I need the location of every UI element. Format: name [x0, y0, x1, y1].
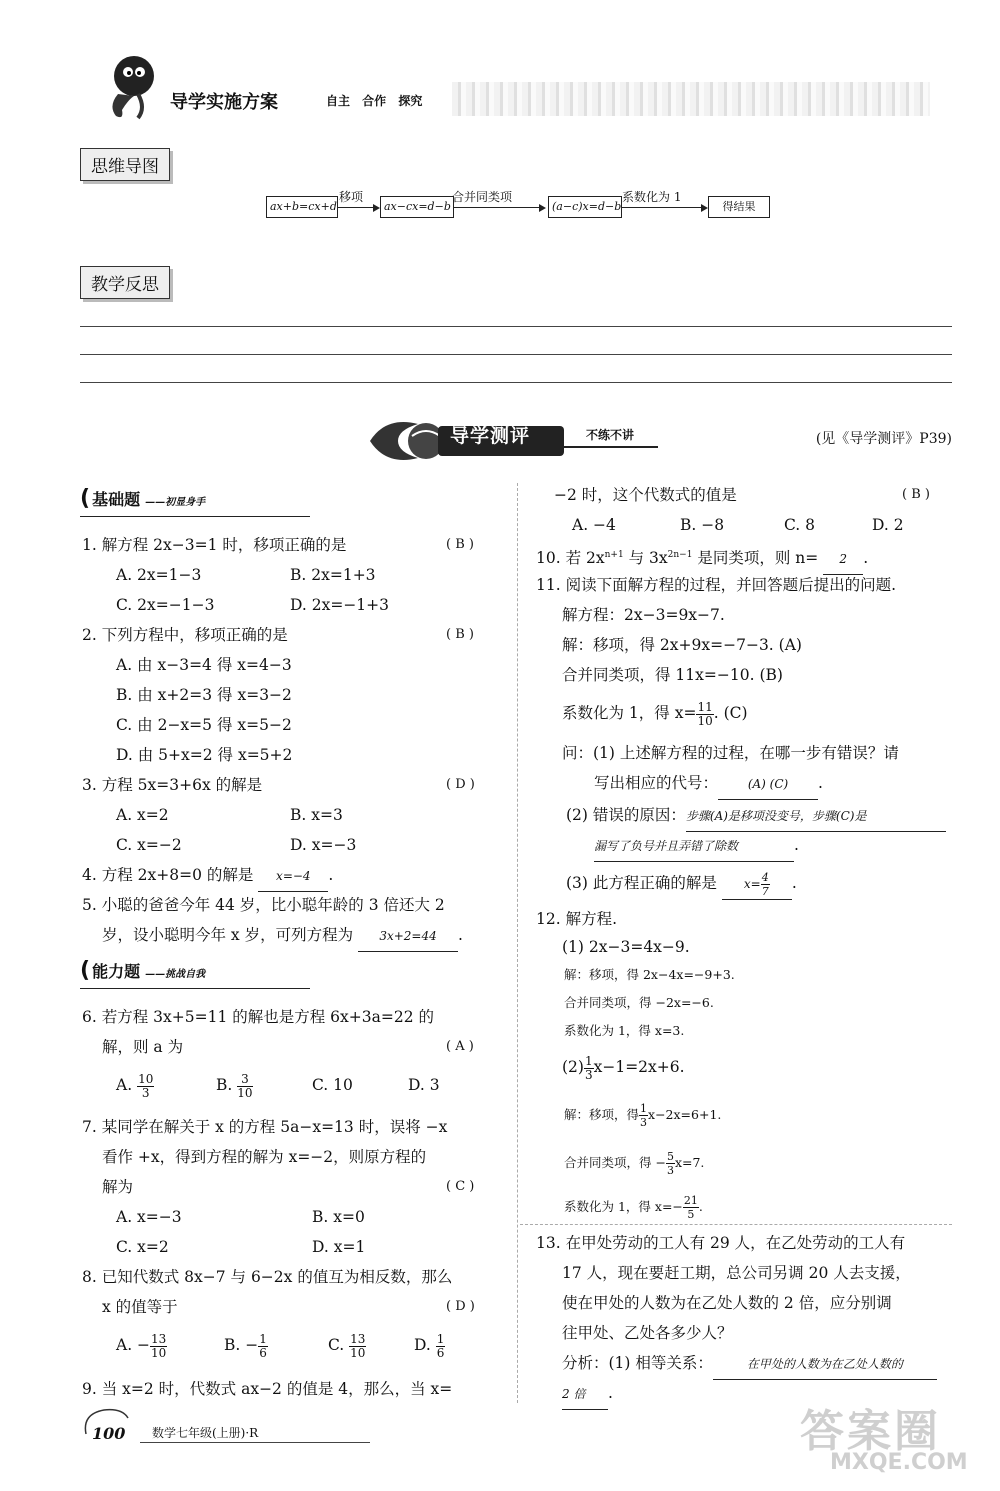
q11-question-2: (2) 错误的原因：步骤(A)是移项没变号，步骤(C)是	[566, 800, 946, 832]
q6-option-a: A. $\frac{10}{3}$	[116, 1071, 154, 1100]
q12-title: 12. 解方程.	[536, 910, 618, 928]
reflection-label: 教学反思	[80, 266, 170, 299]
mindmap-box-3: (a−c)x=d−b	[548, 196, 622, 218]
arrow-label-1: 移项	[339, 190, 364, 204]
q4-blank: x=−4	[258, 861, 328, 892]
q8-option-c: C. $\frac{13}{10}$	[328, 1331, 366, 1360]
q13-divider	[520, 1224, 952, 1225]
q1-option-b: B. 2x=1+3	[290, 566, 376, 584]
q11-blank-3: x= $\frac{4}{7}$	[722, 869, 792, 900]
arrow-2	[454, 207, 544, 208]
arrow-1	[338, 207, 378, 208]
q7-line-1: 7. 某同学在解关于 x 的方程 5a−x=13 时，误将 −x	[82, 1118, 448, 1136]
page-number: 100	[92, 1424, 126, 1443]
arrow-3	[622, 207, 706, 208]
q3-answer: ( D )	[446, 777, 475, 792]
q13-line-1: 13. 在甲处劳动的工人有 29 人，在乙处劳动的工人有	[536, 1234, 906, 1252]
q12-part-2: (2) $\frac{1}{3}$ x−1=2x+6.	[562, 1053, 685, 1082]
q11-question-2b: 漏写了负号并且弄错了除数 .	[594, 830, 799, 862]
arrow-label-3: 系数化为 1	[622, 190, 682, 204]
q5-line-2: 岁，设小聪明今年 x 岁，可列方程为 3x+2=44 .	[102, 920, 463, 952]
q12-step-4: 解：移项，得 $\frac{1}{3}$ x−2x=6+1.	[564, 1102, 722, 1129]
header-title: 导学实施方案	[170, 92, 278, 113]
q10-blank: 2	[823, 544, 863, 575]
section-basic-tag: ——初显身手	[145, 497, 206, 508]
q9-option-d: D. 2	[872, 516, 904, 534]
footer-rule	[140, 1442, 370, 1443]
q11-line-2: 解方程：2x−3=9x−7.	[562, 606, 725, 624]
q11-blank-2a: 步骤(A)是移项没变号，步骤(C)是	[686, 801, 946, 832]
q13-blank-1: 在甲处的人数为在乙处人数的	[713, 1349, 937, 1380]
q8-option-a: A. − $\frac{13}{10}$	[116, 1331, 167, 1360]
q2-option-a: A. 由 x−3=4 得 x=4−3	[116, 656, 292, 674]
q3-option-b: B. x=3	[290, 806, 343, 824]
q1-option-c: C. 2x=−1−3	[116, 596, 215, 614]
section-ability-tag: ——挑战自我	[145, 969, 206, 980]
column-divider	[517, 483, 518, 1403]
header-decoration	[452, 82, 930, 116]
q3-option-d: D. x=−3	[290, 836, 357, 854]
q11-question-1a: 问：(1) 上述解方程的过程，在哪一步有错误？请	[562, 744, 899, 762]
q11-blank-1: (A) (C)	[718, 769, 818, 800]
q2-option-c: C. 由 2−x=5 得 x=5−2	[116, 716, 292, 734]
q7-option-b: B. x=0	[312, 1208, 365, 1226]
q1-answer: ( B )	[446, 537, 474, 552]
q6-answer: ( A )	[446, 1039, 474, 1054]
q12-step-5: 合并同类项，得 − $\frac{5}{3}$ x=7.	[564, 1150, 705, 1177]
q1-option-a: A. 2x=1−3	[116, 566, 202, 584]
q11-question-1b: 写出相应的代号： (A) (C) .	[594, 768, 823, 800]
banner-title: 导学测评	[450, 425, 531, 447]
q6-line-1: 6. 若方程 3x+5=11 的解也是方程 6x+3a=22 的	[82, 1008, 434, 1026]
q6-option-d: D. 3	[408, 1076, 440, 1094]
q7-line-3: 解为	[102, 1178, 134, 1196]
mascot-logo	[98, 50, 164, 122]
q8-line-2: x 的值等于	[102, 1298, 178, 1316]
q9-line-2: −2 时，这个代数式的值是	[554, 486, 737, 504]
q2-stem: 2. 下列方程中，移项正确的是	[82, 626, 288, 644]
arrow-label-2: 合并同类项	[452, 190, 513, 204]
q11-blank-2b: 漏写了负号并且弄错了除数	[594, 831, 794, 862]
q8-answer: ( D )	[446, 1299, 475, 1314]
section-ability-title: 能力题	[92, 962, 141, 981]
q9-option-c: C. 8	[784, 516, 816, 534]
banner-tag: 不练不讲	[586, 428, 635, 442]
reference-text: (见《导学测评》P39)	[815, 431, 952, 447]
q9-line-1: 9. 当 x=2 时，代数式 ax−2 的值是 4，那么，当 x=	[82, 1380, 453, 1398]
reflection-line-3	[80, 382, 952, 383]
q13-blank-2: 2 倍	[562, 1379, 608, 1410]
q2-answer: ( B )	[446, 627, 474, 642]
q12-step-3: 系数化为 1，得 x=3.	[564, 1023, 685, 1038]
mindmap-label: 思维导图	[80, 148, 170, 181]
q7-answer: ( C )	[446, 1179, 475, 1194]
q7-option-d: D. x=1	[312, 1238, 366, 1256]
section-basic-header: ( 基础题 ——初显身手	[80, 486, 310, 517]
q3-option-c: C. x=−2	[116, 836, 182, 854]
q8-line-1: 8. 已知代数式 8x−7 与 6−2x 的值互为相反数，那么	[82, 1268, 453, 1286]
q13-line-6: 2 倍 .	[562, 1378, 613, 1410]
q8-option-b: B. − $\frac{1}{6}$	[224, 1331, 267, 1360]
q9-option-a: A. −4	[572, 516, 616, 534]
q2-option-b: B. 由 x+2=3 得 x=3−2	[116, 686, 292, 704]
q1-stem: 1. 解方程 2x−3=1 时，移项正确的是	[82, 536, 347, 554]
q13-line-5: 分析：(1) 相等关系： 在甲处的人数为在乙处人数的	[562, 1348, 937, 1380]
reflection-line-2	[80, 354, 952, 355]
mindmap-box-4: 得结果	[708, 196, 770, 218]
q11-question-3: (3) 此方程正确的解是 x= $\frac{4}{7}$ .	[566, 871, 797, 898]
q7-line-2: 看作 +x，得到方程的解为 x=−2，则原方程的	[102, 1148, 427, 1166]
q3-stem: 3. 方程 5x=3+6x 的解是	[82, 776, 263, 794]
section-basic-title: 基础题	[92, 490, 141, 509]
q12-step-6: 系数化为 1，得 x=− $\frac{21}{5}$ .	[564, 1194, 703, 1221]
q1-option-d: D. 2x=−1+3	[290, 596, 390, 614]
q12-step-2: 合并同类项，得 −2x=−6.	[564, 995, 714, 1010]
q11-line-5: 系数化为 1，得 x= $\frac{11}{10}$ . (C)	[562, 699, 748, 728]
q9-option-b: B. −8	[680, 516, 725, 534]
q13-line-2: 17 人，现在要赶工期，总公司另调 20 人去支援，	[562, 1264, 911, 1282]
header-subtitle: 自主 合作 探究	[326, 94, 423, 108]
reflection-line-1	[80, 326, 952, 327]
watermark-logo: 答案圈	[800, 1406, 941, 1457]
q13-line-4: 往甲处、乙处各多少人？	[562, 1324, 733, 1342]
mindmap-box-2: ax−cx=d−b	[380, 196, 454, 218]
q2-option-d: D. 由 5+x=2 得 x=5+2	[116, 746, 293, 764]
q9-answer: ( B )	[902, 487, 930, 502]
q7-option-c: C. x=2	[116, 1238, 169, 1256]
watermark-url: MXQE.COM	[830, 1450, 968, 1475]
q6-line-2: 解，则 a 为	[102, 1038, 184, 1056]
mindmap-box-1: ax+b=cx+d	[266, 196, 338, 218]
q5-blank: 3x+2=44	[358, 921, 458, 952]
q11-line-3: 解：移项，得 2x+9x=−7−3. (A)	[562, 636, 802, 654]
q10-line: 10. 若 $2x^{n+1}$ 与 $3x^{2n-1}$ 是同类项，则 n= 2 .	[536, 540, 868, 575]
q13-line-3: 使在甲处的人数为在乙处人数的 2 倍，应分别调	[562, 1294, 892, 1312]
q11-line-1: 11. 阅读下面解方程的过程，并回答题后提出的问题.	[536, 576, 897, 594]
section-ability-header: ( 能力题 ——挑战自我	[80, 958, 310, 989]
q12-part-1: (1) 2x−3=4x−9.	[562, 938, 690, 956]
q3-option-a: A. x=2	[116, 806, 169, 824]
footer-text: 数学七年级(上册)·R	[152, 1426, 259, 1440]
q4-stem: 4. 方程 2x+8=0 的解是 x=−4 .	[82, 860, 333, 892]
q6-option-c: C. 10	[312, 1076, 353, 1094]
q5-line-1: 5. 小聪的爸爸今年 44 岁，比小聪年龄的 3 倍还大 2	[82, 896, 445, 914]
q12-step-1: 解：移项，得 2x−4x=−9+3.	[564, 967, 735, 982]
q8-option-d: D. $\frac{1}{6}$	[414, 1331, 445, 1360]
q6-option-b: B. $\frac{3}{10}$	[216, 1071, 253, 1100]
q11-line-4: 合并同类项，得 11x=−10. (B)	[562, 666, 783, 684]
q7-option-a: A. x=−3	[116, 1208, 182, 1226]
